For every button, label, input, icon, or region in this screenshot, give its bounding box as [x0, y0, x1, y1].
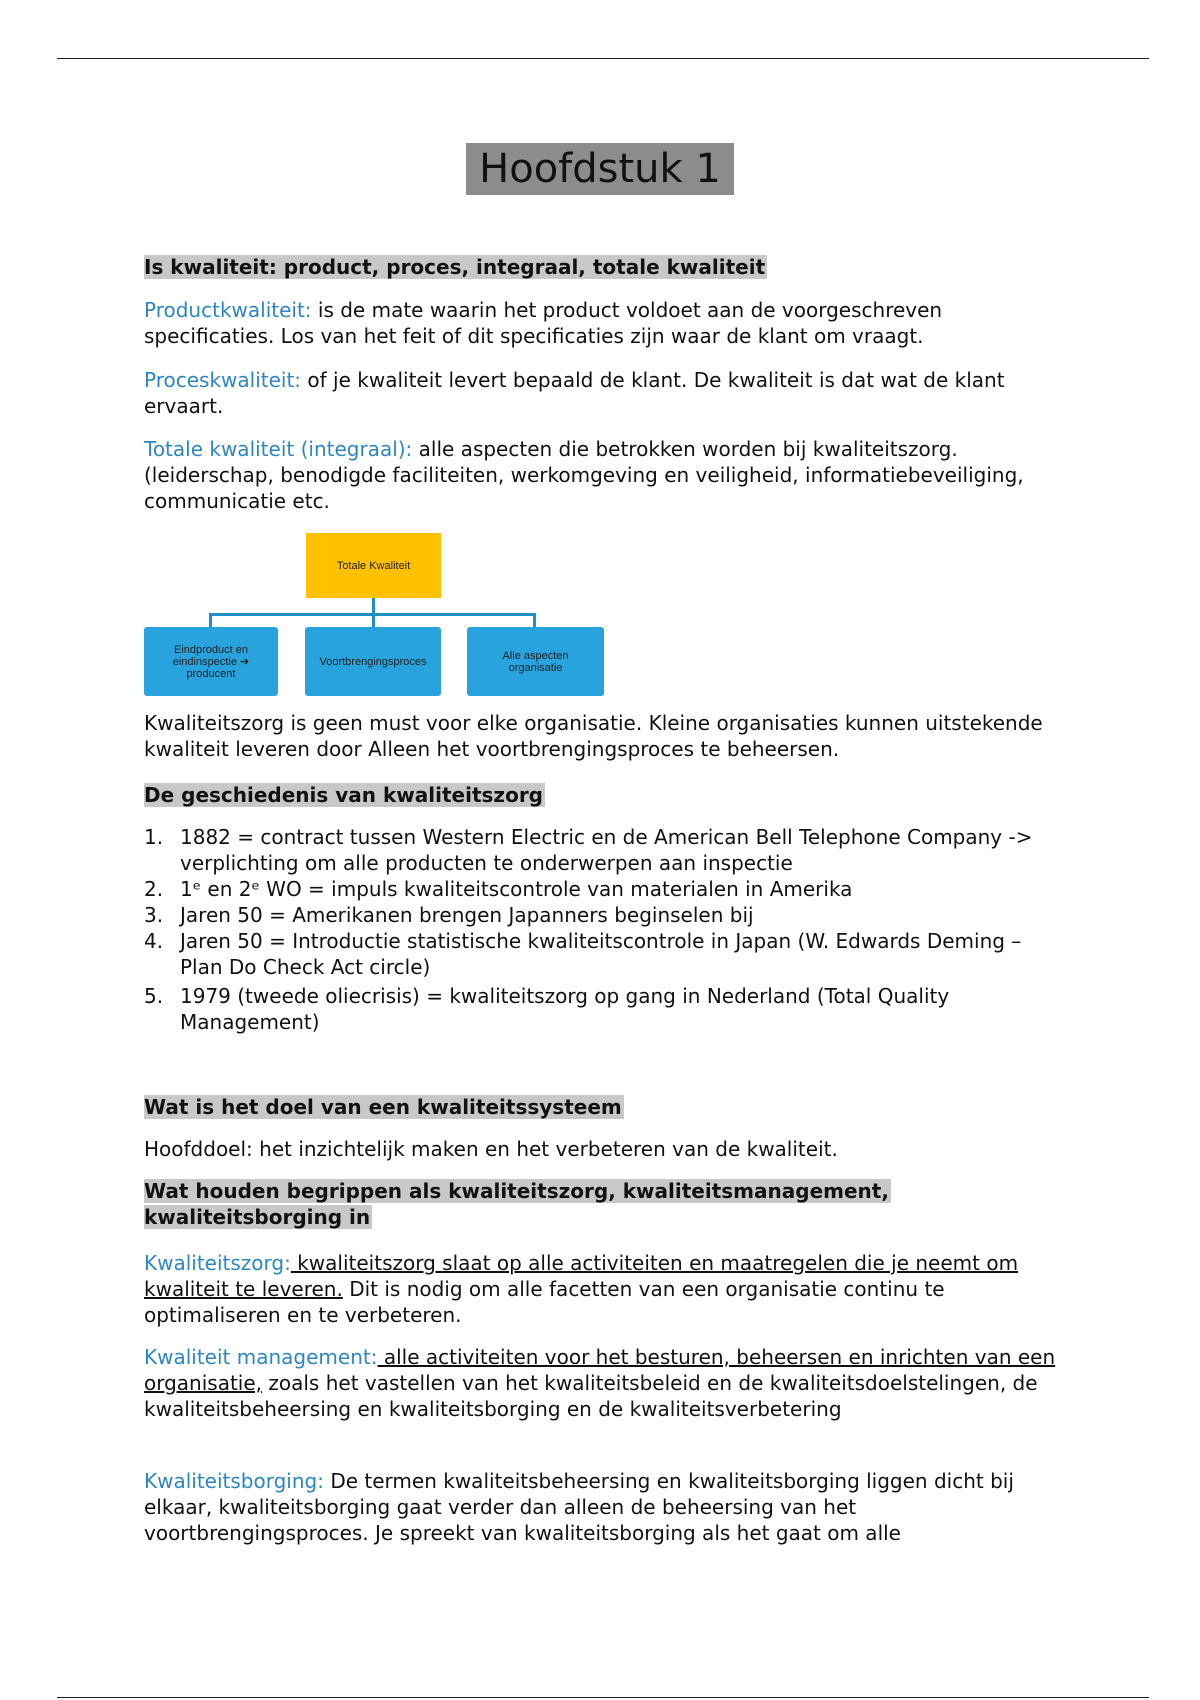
term-label: Totale kwaliteit (integraal):: [144, 437, 413, 461]
term-label: Kwaliteitsborging:: [144, 1469, 324, 1493]
term-label: Kwaliteit management:: [144, 1345, 378, 1369]
paragraph-proceskwaliteit: Proceskwaliteit: of je kwaliteit levert bepaald de klant. De kwaliteit is dat wat de klant ervaart.: [144, 368, 1005, 418]
section-heading: Is kwaliteit: product, proces, integraal, totale kwaliteit: [144, 255, 766, 279]
section-heading: Wat is het doel van een kwaliteitssysteem: [144, 1095, 622, 1119]
history-list: [144, 824, 1069, 1035]
term-label: Productkwaliteit:: [144, 298, 312, 322]
term-label: Kwaliteitszorg:: [144, 1251, 291, 1275]
diagram-top-node: Totale Kwaliteit: [306, 533, 441, 598]
term-label: Proceskwaliteit:: [144, 368, 302, 392]
diagram-child-node: Alle aspecten organisatie: [467, 627, 604, 696]
paragraph-totale-kwaliteit: Totale kwaliteit (integraal): alle aspecten die betrokken worden bij kwaliteitszorg. (leiderschap, benodigde faciliteiten, werkomgeving en veiligheid, informatiebeveiliging, communicatie etc.: [144, 437, 1024, 513]
section-heading: Wat houden begrippen als kwaliteitszorg, kwaliteitsmanagement, kwaliteitsborging in: [144, 1179, 889, 1229]
paragraph: Hoofddoel: het inzichtelijk maken en het verbeteren van de kwaliteit.: [144, 1137, 838, 1161]
paragraph-productkwaliteit: Productkwaliteit: is de mate waarin het product voldoet aan de voorgeschreven specificaties. Los van het feit of dit specificaties zijn waar de klant om vraagt.: [144, 298, 943, 348]
list-item: 4. Jaren 50 = Introductie statistische kwaliteitscontrole in Japan (W. Edwards Deming – Plan Do Check Act circle): [144, 929, 1022, 979]
list-item: 3. Jaren 50 = Amerikanen brengen Japanners beginselen bij: [144, 903, 754, 927]
page-title: Hoofdstuk 1: [466, 143, 734, 195]
paragraph: Kwaliteitszorg is geen must voor elke organisatie. Kleine organisaties kunnen uitstekende kwaliteit leveren door Alleen het voortbrengingsproces te beheersen.: [144, 711, 1043, 761]
connector-line: [209, 613, 536, 616]
section-heading: De geschiedenis van kwaliteitszorg: [144, 783, 543, 807]
paragraph-kwaliteitsborging: Kwaliteitsborging: De termen kwaliteitsbeheersing en kwaliteitsborging liggen dicht bij elkaar, kwaliteitsborging gaat verder dan alleen de beheersing van het voortbrengingsproces. Je spreekt van kwaliteitsborging als het gaat om alle: [144, 1469, 1014, 1545]
list-item: 1. 1882 = contract tussen Western Electric en de American Bell Telephone Company -> verplichting om alle producten te onderwerpen aan inspectie: [144, 825, 1033, 875]
paragraph-kwaliteit-management: Kwaliteit management: alle activiteiten voor het besturen, beheersen en inrichten van een organisatie, zoals het vastellen van het kwaliteitsbeleid en de kwaliteitsdoelstelingen, de kwaliteitsbeheersing en kwaliteitsborging en de kwaliteitsverbetering: [144, 1345, 1056, 1421]
page-bottom-rule: [57, 1697, 1149, 1698]
connector-line: [533, 613, 536, 627]
diagram-child-node: Voortbrengingsproces: [305, 627, 441, 696]
list-item: 5. 1979 (tweede oliecrisis) = kwaliteitszorg op gang in Nederland (Total Quality Management): [144, 984, 950, 1034]
list-item: 2. 1ᵉ en 2ᵉ WO = impuls kwaliteitscontrole van materialen in Amerika: [144, 877, 853, 901]
connector-line: [209, 613, 212, 627]
diagram-child-node: Eindproduct en eindinspectie ➔ producent: [144, 627, 278, 696]
page-top-rule: [57, 58, 1149, 59]
paragraph-kwaliteitszorg: Kwaliteitszorg: kwaliteitszorg slaat op alle activiteiten en maatregelen die je neemt om kwaliteit te leveren. Dit is nodig om alle facetten van een organisatie continu te optimaliseren en te verbeteren.: [144, 1251, 1019, 1327]
